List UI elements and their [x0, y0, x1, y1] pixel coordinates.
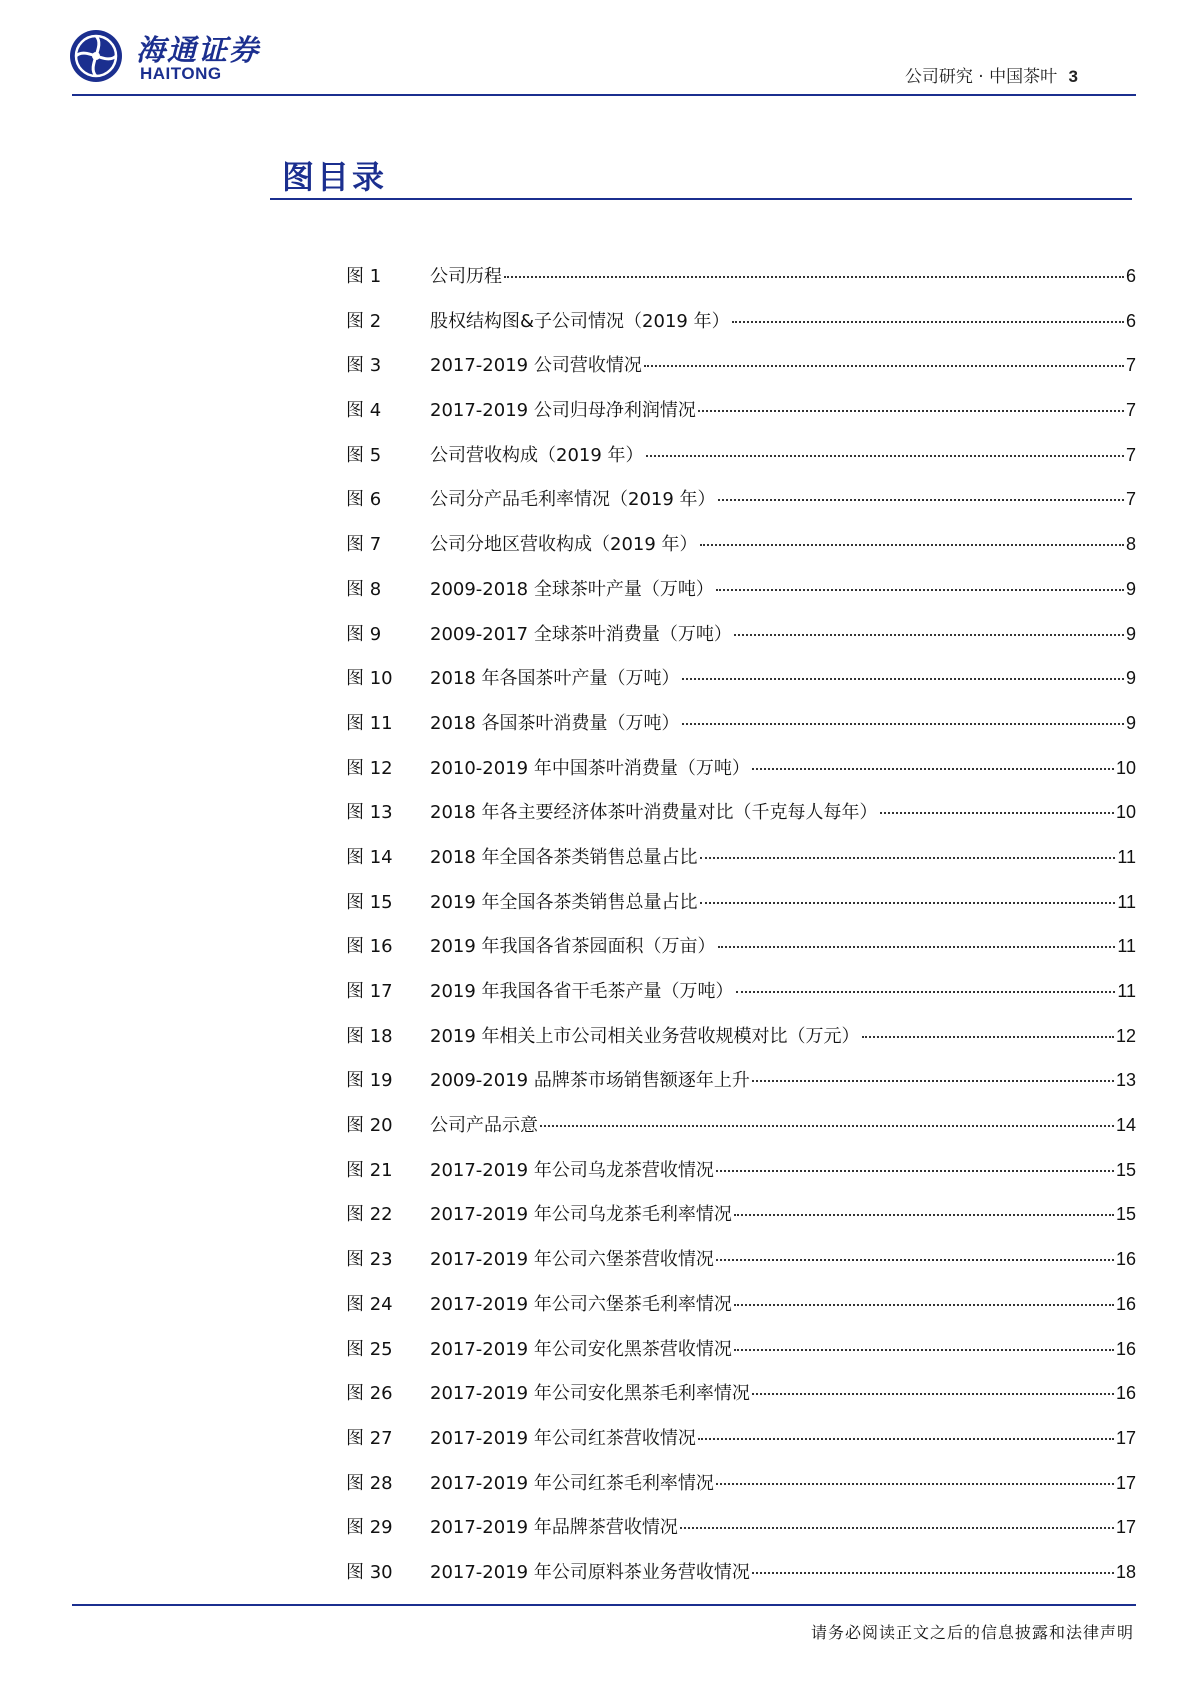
toc-entry-title: 2009-2017 全球茶叶消费量（万吨） — [430, 623, 732, 645]
toc-entry-title: 公司产品示意 — [430, 1115, 538, 1137]
toc-entry-title: 2017-2019 年公司红茶营收情况 — [430, 1427, 696, 1449]
toc-entry-title: 2017-2019 年公司六堡茶毛利率情况 — [430, 1293, 732, 1315]
toc-leader-dots — [540, 1125, 1114, 1127]
toc-entry-page: 6 — [1125, 310, 1136, 331]
toc-entry-title: 公司分地区营收构成（2019 年） — [430, 534, 698, 556]
toc-entry-number: 图 25 — [346, 1338, 393, 1360]
toc-entry-number: 图 7 — [346, 534, 382, 556]
toc-entry[interactable] — [346, 888, 1136, 933]
toc-leader-dots — [700, 902, 1116, 904]
toc-entry-page: 8 — [1125, 534, 1136, 555]
title-divider — [270, 198, 1132, 200]
haitong-logo-icon — [68, 28, 124, 84]
toc-entry-number: 图 13 — [346, 802, 393, 824]
toc-entry[interactable] — [346, 351, 1136, 396]
toc-entry-title: 2017-2019 年公司乌龙茶毛利率情况 — [430, 1204, 732, 1226]
toc-entry[interactable] — [346, 1379, 1136, 1424]
toc-leader-dots — [716, 589, 1124, 591]
toc-entry-title: 公司分产品毛利率情况（2019 年） — [430, 489, 716, 511]
toc-entry[interactable] — [346, 664, 1136, 709]
toc-entry[interactable] — [346, 1558, 1136, 1603]
toc-entry-number: 图 8 — [346, 578, 382, 600]
toc-entry-page: 9 — [1125, 668, 1136, 689]
toc-entry[interactable] — [346, 709, 1136, 754]
toc-leader-dots — [716, 1170, 1114, 1172]
toc-leader-dots — [734, 1349, 1114, 1351]
toc-leader-dots — [734, 634, 1124, 636]
toc-leader-dots — [752, 1572, 1114, 1574]
toc-entry-number: 图 10 — [346, 668, 393, 690]
toc-entry[interactable] — [346, 798, 1136, 843]
toc-entry-number: 图 23 — [346, 1249, 393, 1271]
toc-entry[interactable] — [346, 1066, 1136, 1111]
toc-entry-number: 图 3 — [346, 355, 382, 377]
toc-entry-title: 2019 年相关上市公司相关业务营收规模对比（万元） — [430, 1025, 860, 1047]
toc-entry[interactable] — [346, 485, 1136, 530]
toc-entry-number: 图 14 — [346, 846, 393, 868]
toc-leader-dots — [644, 365, 1124, 367]
toc-entry-title: 2017-2019 年公司红茶毛利率情况 — [430, 1472, 714, 1494]
toc-leader-dots — [732, 321, 1124, 323]
toc-leader-dots — [698, 1438, 1114, 1440]
toc-entry[interactable] — [346, 575, 1136, 620]
toc-leader-dots — [880, 812, 1114, 814]
toc-entry-page: 11 — [1117, 891, 1136, 912]
toc-entry-page: 11 — [1117, 981, 1136, 1001]
toc-entry[interactable] — [346, 441, 1136, 486]
toc-entry-number: 图 27 — [346, 1427, 393, 1449]
toc-entry-number: 图 15 — [346, 891, 393, 913]
toc-entry-title: 股权结构图&子公司情况（2019 年） — [430, 310, 730, 332]
toc-entry[interactable] — [346, 932, 1136, 977]
toc-entry-page: 16 — [1115, 1293, 1136, 1314]
toc-entry[interactable] — [346, 1290, 1136, 1335]
toc-entry[interactable] — [346, 530, 1136, 575]
toc-entry-title: 2017-2019 公司归母净利润情况 — [430, 400, 696, 422]
toc-entry-number: 图 9 — [346, 623, 382, 645]
toc-entry-number: 图 1 — [346, 266, 382, 287]
toc-leader-dots — [682, 723, 1124, 725]
toc-entry-title: 2009-2018 全球茶叶产量（万吨） — [430, 578, 714, 600]
toc-entry-number: 图 11 — [346, 712, 393, 734]
toc-leader-dots — [646, 455, 1124, 457]
toc-leader-dots — [680, 1527, 1114, 1529]
toc-entry-title: 2019 年我国各省茶园面积（万亩） — [430, 936, 716, 958]
toc-entry-title: 2018 年各主要经济体茶叶消费量对比（千克每人每年） — [430, 802, 878, 824]
toc-entry-page: 7 — [1125, 489, 1136, 510]
footer-divider — [72, 1604, 1136, 1606]
toc-entry-number: 图 20 — [346, 1115, 393, 1137]
toc-entry-title: 2017-2019 公司营收情况 — [430, 355, 642, 377]
toc-entry-page: 16 — [1115, 1383, 1136, 1404]
toc-entry-number: 图 17 — [346, 981, 393, 1002]
toc-leader-dots — [736, 991, 1116, 993]
toc-entry[interactable] — [346, 1335, 1136, 1380]
toc-leader-dots — [752, 1080, 1114, 1082]
toc-leader-dots — [734, 1304, 1114, 1306]
header-page-number: 3 — [1068, 67, 1078, 86]
figure-list — [346, 262, 1136, 1603]
toc-entry-title: 2019 年我国各省干毛茶产量（万吨） — [430, 981, 734, 1002]
toc-leader-dots — [504, 276, 1124, 278]
toc-entry-page: 9 — [1125, 623, 1136, 644]
toc-entry-page: 11 — [1117, 936, 1136, 957]
toc-entry-page: 15 — [1115, 1159, 1136, 1180]
toc-entry-title: 2017-2019 年公司六堡茶营收情况 — [430, 1249, 714, 1271]
toc-leader-dots — [716, 1259, 1114, 1261]
toc-entry-number: 图 6 — [346, 489, 382, 511]
toc-entry[interactable] — [346, 1200, 1136, 1245]
toc-entry-title: 2017-2019 年公司安化黑茶毛利率情况 — [430, 1383, 750, 1405]
toc-leader-dots — [700, 544, 1124, 546]
toc-entry[interactable] — [346, 1022, 1136, 1067]
toc-leader-dots — [734, 1214, 1114, 1216]
toc-leader-dots — [698, 410, 1124, 412]
toc-entry-page: 7 — [1125, 444, 1136, 465]
toc-leader-dots — [862, 1036, 1114, 1038]
toc-entry-title: 2019 年全国各茶类销售总量占比 — [430, 891, 698, 913]
toc-entry[interactable] — [346, 620, 1136, 665]
toc-entry-title: 2010-2019 年中国茶叶消费量（万吨） — [430, 757, 750, 779]
toc-entry-page: 10 — [1115, 757, 1136, 778]
toc-entry-page: 6 — [1125, 266, 1136, 286]
toc-entry-number: 图 12 — [346, 757, 393, 779]
toc-entry-page: 18 — [1115, 1561, 1136, 1582]
logo-english-name: HAITONG — [140, 64, 222, 83]
toc-entry-page: 13 — [1115, 1070, 1136, 1091]
toc-title: 图目录 — [282, 158, 388, 196]
toc-entry-page: 11 — [1117, 846, 1136, 867]
toc-entry-page: 9 — [1125, 578, 1136, 599]
toc-entry[interactable] — [346, 977, 1136, 1022]
toc-entry-page: 7 — [1125, 400, 1136, 421]
toc-entry-number: 图 19 — [346, 1070, 393, 1092]
toc-leader-dots — [718, 499, 1124, 501]
header-section-label: 公司研究 · 中国茶叶 — [904, 67, 1058, 87]
toc-entry[interactable] — [346, 1156, 1136, 1201]
toc-entry-title: 2018 年各国茶叶产量（万吨） — [430, 668, 680, 690]
toc-entry-title: 2017-2019 年公司乌龙茶营收情况 — [430, 1159, 714, 1181]
toc-entry[interactable] — [346, 307, 1136, 352]
toc-entry[interactable] — [346, 396, 1136, 441]
logo-chinese-name: 海通证券 — [136, 33, 261, 67]
toc-entry-page: 15 — [1115, 1204, 1136, 1225]
toc-entry-number: 图 30 — [346, 1561, 393, 1583]
toc-entry-title: 2018 年全国各茶类销售总量占比 — [430, 846, 698, 868]
toc-entry-page: 16 — [1115, 1338, 1136, 1359]
toc-entry-page: 12 — [1115, 1025, 1136, 1046]
footer-disclaimer: 请务必阅读正文之后的信息披露和法律声明 — [810, 1623, 1134, 1642]
toc-leader-dots — [716, 1483, 1114, 1485]
toc-entry-number: 图 29 — [346, 1517, 393, 1539]
toc-leader-dots — [752, 1393, 1114, 1395]
toc-entry[interactable] — [346, 1469, 1136, 1514]
toc-entry-number: 图 21 — [346, 1159, 393, 1181]
toc-entry-number: 图 16 — [346, 936, 393, 958]
toc-entry-number: 图 28 — [346, 1472, 393, 1494]
toc-entry-title: 2017-2019 年公司安化黑茶营收情况 — [430, 1338, 732, 1360]
toc-entry-title: 公司历程 — [430, 266, 502, 287]
toc-entry[interactable] — [346, 1513, 1136, 1558]
toc-entry-page: 17 — [1115, 1517, 1136, 1538]
toc-entry[interactable] — [346, 843, 1136, 888]
toc-entry-number: 图 24 — [346, 1293, 393, 1315]
toc-entry-title: 2009-2019 品牌茶市场销售额逐年上升 — [430, 1070, 750, 1092]
toc-entry-title: 2018 各国茶叶消费量（万吨） — [430, 712, 680, 734]
toc-entry-number: 图 2 — [346, 310, 382, 332]
toc-leader-dots — [718, 946, 1116, 948]
toc-entry[interactable] — [346, 262, 1136, 307]
toc-entry[interactable] — [346, 754, 1136, 799]
toc-entry-page: 9 — [1125, 712, 1136, 733]
toc-entry-page: 7 — [1125, 355, 1136, 376]
toc-entry[interactable] — [346, 1111, 1136, 1156]
toc-entry[interactable] — [346, 1424, 1136, 1469]
toc-entry-title: 2017-2019 年品牌茶营收情况 — [430, 1517, 678, 1539]
toc-leader-dots — [752, 768, 1114, 770]
toc-entry-page: 14 — [1115, 1115, 1136, 1136]
header-divider — [72, 94, 1136, 96]
toc-entry-number: 图 18 — [346, 1025, 393, 1047]
toc-entry-number: 图 26 — [346, 1383, 393, 1405]
toc-entry-page: 16 — [1115, 1249, 1136, 1270]
toc-entry-number: 图 5 — [346, 444, 382, 466]
toc-entry-title: 2017-2019 年公司原料茶业务营收情况 — [430, 1561, 750, 1583]
toc-entry[interactable] — [346, 1245, 1136, 1290]
toc-leader-dots — [700, 857, 1116, 859]
header-section — [905, 62, 1078, 87]
toc-entry-page: 17 — [1115, 1472, 1136, 1493]
toc-leader-dots — [682, 678, 1124, 680]
toc-entry-number: 图 22 — [346, 1204, 393, 1226]
toc-entry-number: 图 4 — [346, 400, 382, 422]
haitong-logo — [68, 24, 261, 90]
toc-entry-title: 公司营收构成（2019 年） — [430, 444, 644, 466]
toc-entry-page: 17 — [1115, 1427, 1136, 1448]
toc-entry-page: 10 — [1115, 802, 1136, 823]
